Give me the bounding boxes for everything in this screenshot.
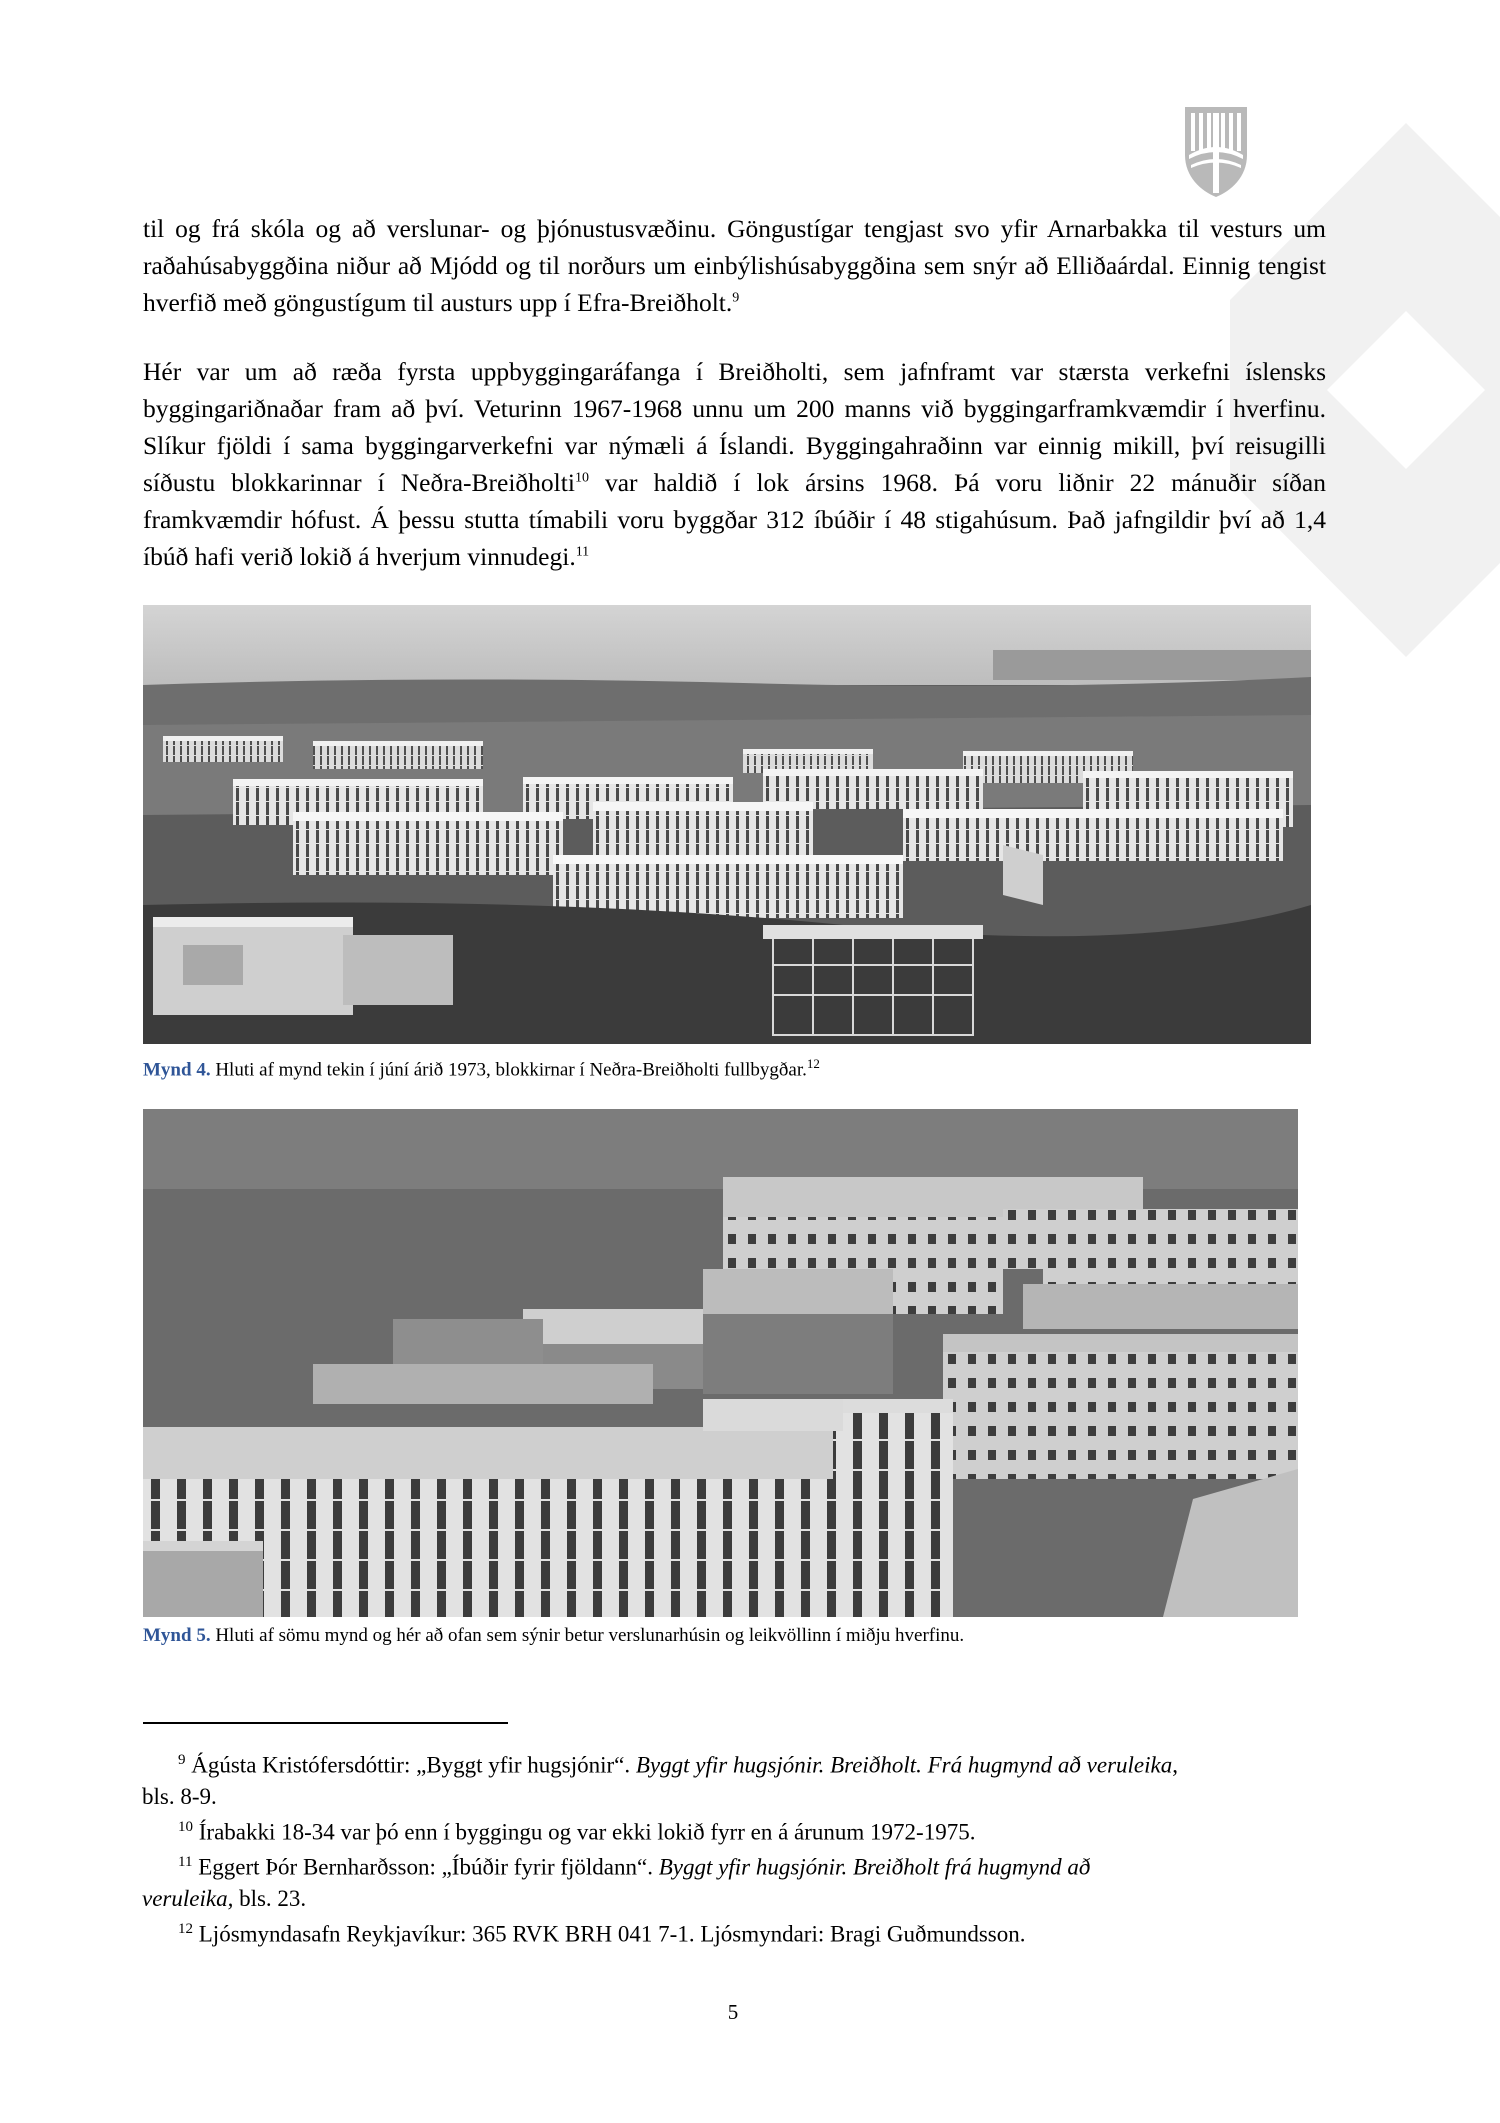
footnote-11 [178, 1847, 1323, 1883]
footnote-ref-11[interactable]: 11 [575, 544, 590, 560]
footnote-separator [143, 1722, 508, 1724]
footnote-9-tail: , [1172, 1752, 1178, 1778]
footnote-11-number: 11 [178, 1854, 193, 1871]
footnote-9-continuation: bls. 8-9. [142, 1783, 217, 1809]
footnote-12 [178, 1914, 1323, 1950]
footnote-9-text: Ágústa Kristófersdóttir: „Byggt yfir hugsjónir“. [185, 1752, 636, 1778]
footnote-ref-10[interactable]: 10 [574, 470, 589, 486]
figure-4-photo [143, 605, 1311, 1044]
footnotes [142, 1745, 1323, 1950]
footnote-11-pages: bls. 23. [233, 1885, 307, 1911]
paragraph-2-text-b: var haldið í lok ársins 1968. Þá voru liðnir 22 mánuðir síðan framkvæmdir hófust. Á þessu stutta tímabili voru byggðar 312 íbúðir í 48 stigahúsum. Það jafngildir því að 1,4 íbúð hafi verið lokið á hverjum vinnudegi. [143, 468, 1326, 571]
body-paragraph-1 [143, 210, 1326, 321]
page-number: 5 [727, 2000, 739, 2024]
footnote-10 [178, 1812, 1323, 1848]
footnote-10-text: Írabakki 18-34 var þó enn í byggingu og var ekki lokið fyrr en á árunum 1972-1975. [193, 1819, 976, 1845]
footnote-11-text: Eggert Þór Bernharðsson: „Íbúðir fyrir fjöldann“. [192, 1854, 659, 1880]
body-paragraph-2 [143, 353, 1326, 575]
footnote-ref-12[interactable]: 12 [806, 1056, 820, 1071]
footnote-11-title-end: veruleika, [142, 1885, 234, 1911]
reykjavik-crest-logo [1183, 105, 1249, 199]
figure-5-photo [143, 1109, 1298, 1617]
figure-5-caption-text: Hluti af sömu mynd og hér að ofan sem sýnir betur verslunarhúsin og leikvöllinn í miðju hverfinu. [210, 1625, 965, 1646]
footnote-9-title: Byggt yfir hugsjónir. Breiðholt. Frá hugmynd að veruleika [635, 1752, 1173, 1778]
paragraph-1-text: til og frá skóla og að verslunar- og þjónustusvæðinu. Göngustígar tengjast svo yfir Arnarbakka til vesturs um raðahúsabyggðina niður að Mjódd og til norðurs um einbýlishúsabyggðina sem snýr að Elliðaárdal. Einnig tengist hverfið með göngustígum til austurs upp í Efra-Breiðholt. [143, 214, 1326, 317]
figure-4-label: Mynd 4. [143, 1059, 211, 1081]
footnote-9 [178, 1745, 1323, 1781]
paragraph-2-text-a: Hér var um að ræða fyrsta uppbyggingaráfanga í Breiðholti, sem jafnframt var stærsta verkefni íslensks byggingariðnaðar fram að því. Veturinn 1967-1968 unnu um 200 manns við byggingarframkvæmdir í hverfinu. Slíkur fjöldi í sama byggingarverkefni var nýmæli á Íslandi. Byggingahraðinn var einnig mikill, því reisugilli síðustu blokkarinnar í Neðra-Breiðholti [143, 357, 1326, 497]
figure-5-label: Mynd 5. [143, 1625, 211, 1646]
footnote-12-number: 12 [178, 1920, 193, 1937]
footnote-11-title: Byggt yfir hugsjónir. Breiðholt frá hugmynd að [658, 1854, 1091, 1880]
footnote-ref-9[interactable]: 9 [732, 290, 740, 306]
footnote-10-number: 10 [178, 1818, 193, 1835]
figure-4-caption-text: Hluti af mynd tekin í júní árið 1973, blokkirnar í Neðra-Breiðholti fullbygðar. [210, 1059, 807, 1081]
footnote-9-number: 9 [178, 1752, 186, 1768]
footnote-12-text: Ljósmyndasafn Reykjavíkur: 365 RVK BRH 041 7-1. Ljósmyndari: Bragi Guðmundsson. [193, 1921, 1026, 1947]
figure-4-caption [143, 1052, 820, 1082]
figure-5-caption [143, 1624, 964, 1648]
footnote-11-continuation [142, 1883, 1323, 1914]
